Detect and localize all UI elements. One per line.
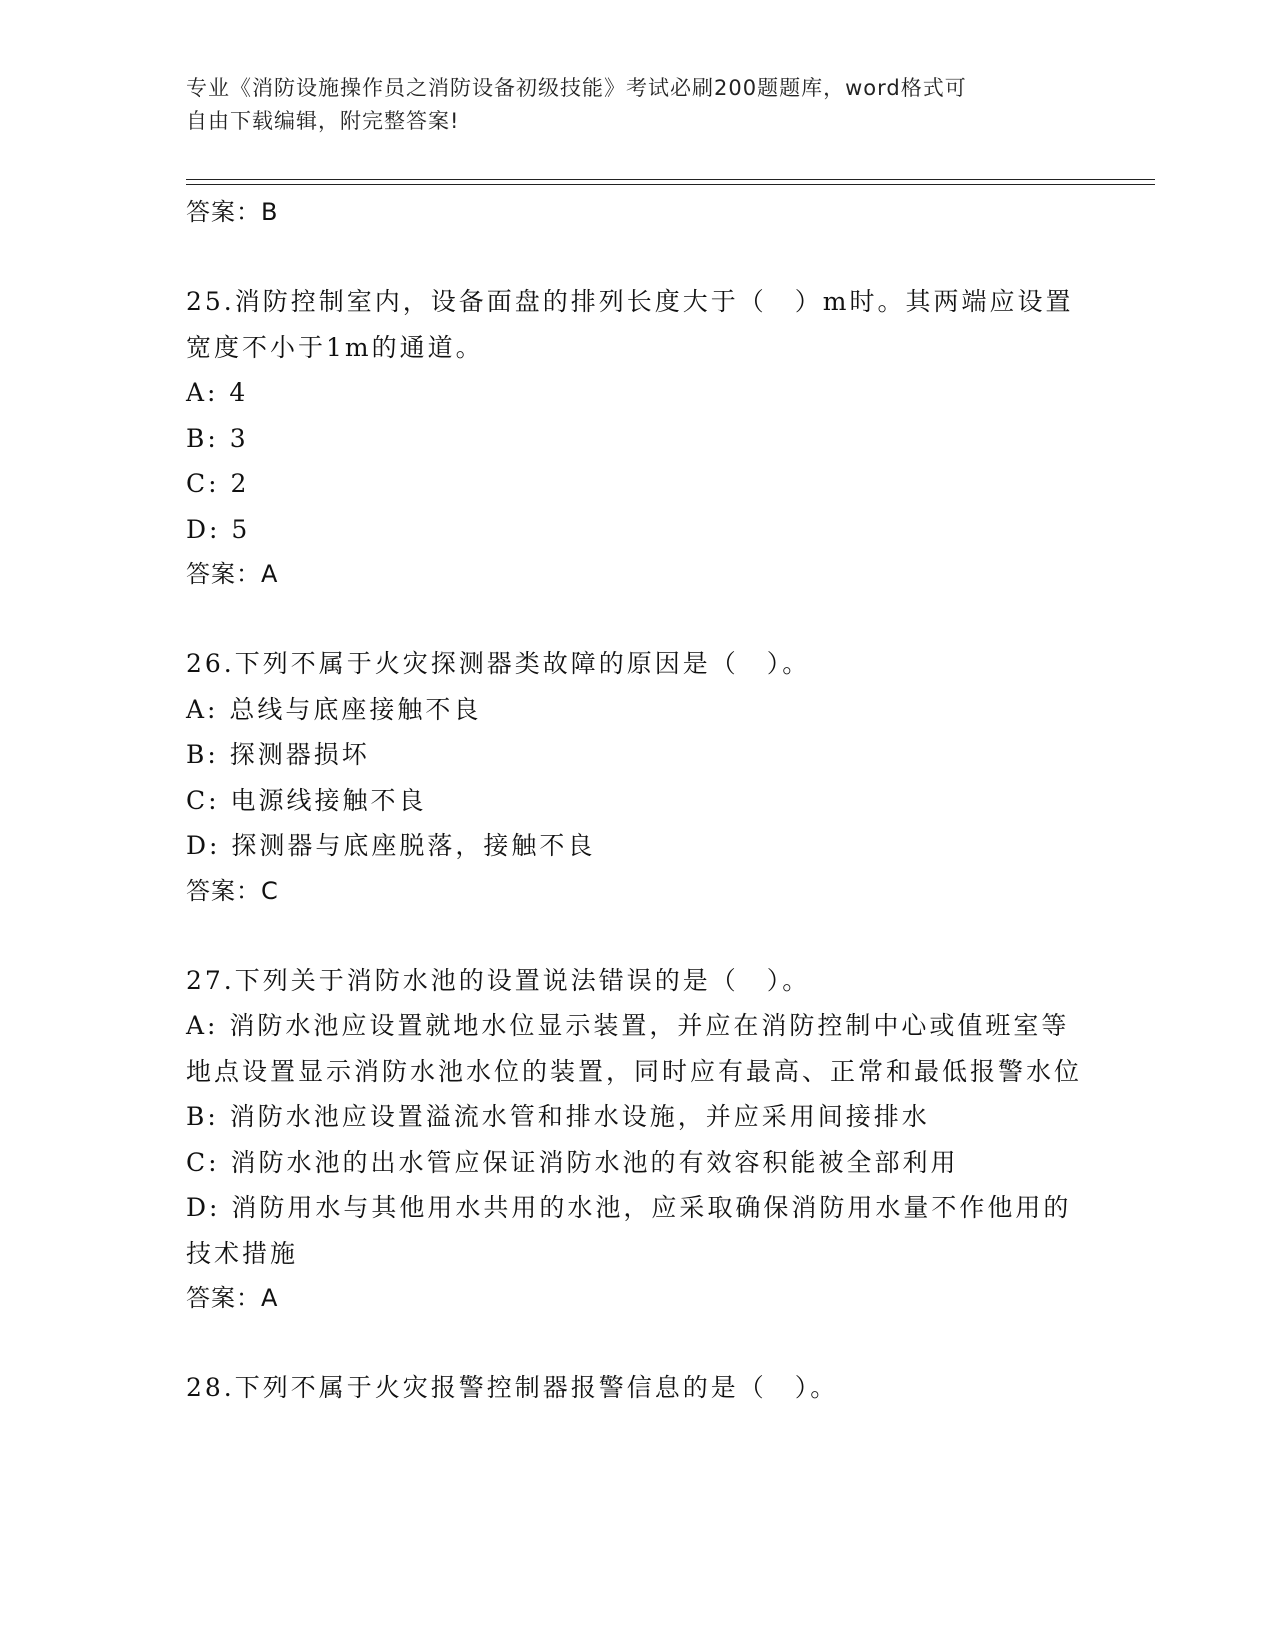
question-25 — [186, 279, 1086, 596]
header-divider-top — [186, 179, 1155, 180]
question-text: 25.消防控制室内，设备面盘的排列长度大于（ ）m时。其两端应设置宽度不小于1m的通道。 — [186, 287, 1074, 362]
question-list — [186, 190, 1086, 1411]
question-26 — [186, 641, 1086, 913]
answer-line: 答案：A — [186, 1284, 279, 1312]
header-line-2: 自由下载编辑，附完整答案! — [186, 109, 460, 133]
answer-line: 答案：C — [186, 876, 279, 905]
option-c: C: 消防水池的出水管应保证消防水池的有效容积能被全部利用 — [186, 1147, 959, 1177]
answer-line: 答案：B — [186, 198, 279, 226]
answer-line: 答案：A — [186, 560, 279, 588]
option-a: A: 总线与底座接触不良 — [186, 694, 482, 724]
option-a: A: 消防水池应设置就地水位显示装置，并应在消防控制中心或值班室等地点设置显示消防水池水位的装置，同时应有最高、正常和最低报警水位 — [186, 1011, 1083, 1086]
option-d: D: 消防用水与其他用水共用的水池，应采取确保消防用水量不作他用的技术措施 — [186, 1193, 1072, 1268]
question-27 — [186, 958, 1086, 1321]
question-text: 26.下列不属于火灾探测器类故障的原因是（ ）。 — [186, 649, 811, 678]
page-header — [186, 72, 1066, 138]
option-c: C: 2 — [186, 469, 250, 498]
question-28 — [186, 1365, 1086, 1411]
option-b: B: 探测器损坏 — [186, 740, 370, 769]
option-c: C: 电源线接触不良 — [186, 785, 427, 815]
question-text: 27.下列关于消防水池的设置说法错误的是（ ）。 — [186, 965, 811, 995]
question-text: 28.下列不属于火灾报警控制器报警信息的是（ ）。 — [186, 1373, 839, 1402]
header-line-1: 专业《消防设施操作员之消防设备初级技能》考试必刷200题题库，word格式可 — [186, 76, 967, 100]
option-d: D: 探测器与底座脱落，接触不良 — [186, 831, 596, 860]
option-d: D: 5 — [186, 514, 251, 544]
header-divider-bottom — [186, 184, 1155, 185]
option-b: B: 消防水池应设置溢流水管和排水设施，并应采用间接排水 — [186, 1102, 930, 1131]
option-b: B: 3 — [186, 423, 249, 453]
option-a: A: 4 — [186, 378, 249, 407]
